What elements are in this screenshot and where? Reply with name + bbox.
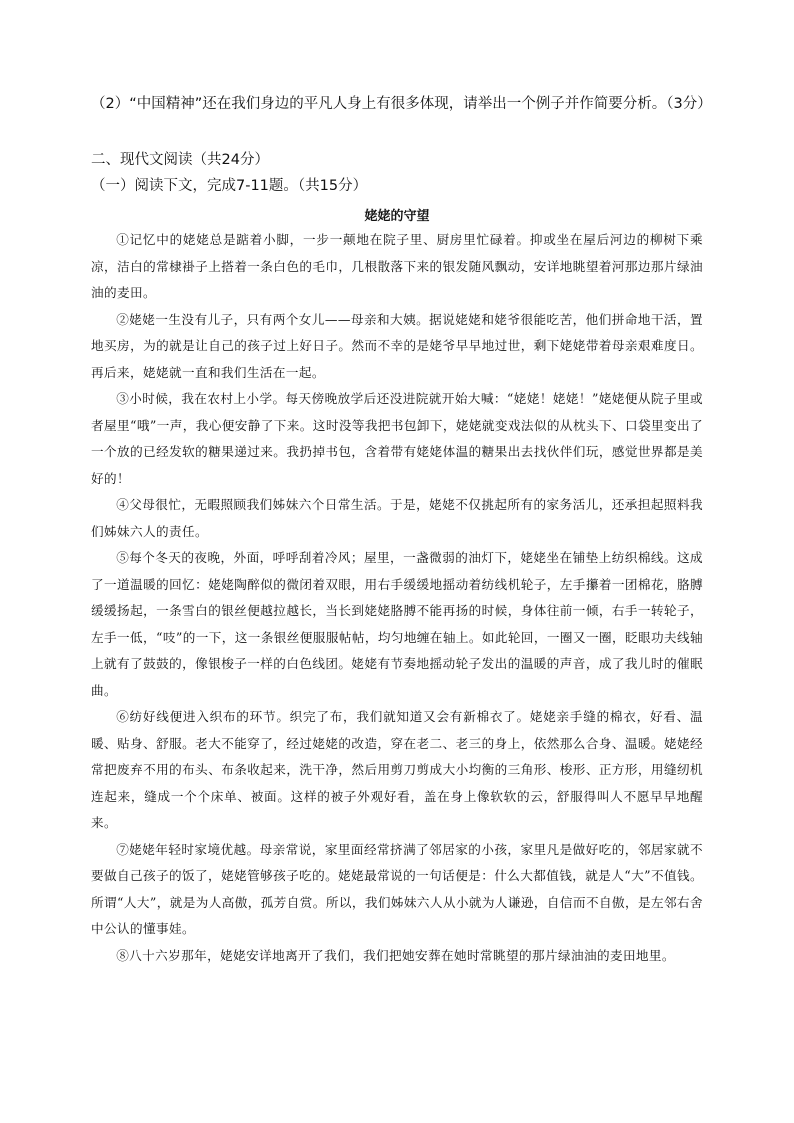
section-heading: 二、现代文阅读（共24分） [91, 152, 269, 168]
paragraph-6: ⑥纺好线便进入织布的环节。织完了布，我们就知道又会有新棉衣了。姥姥亲手缝的棉衣，好看、温暖、贴身、舒服。老大不能穿了，经过姥姥的改造，穿在老二、老三的身上，依然那么合身、温暖。姥姥经常把废弃不用的布头、布条收起来，洗干净，然后用剪刀剪成大小均衡的三角形、梭形、正方形，用缝纫机连起来，缝成一个个床单、被面。这样的被子外观好看，盖在身上像软软的云，舒服得叫人不愿早早地醒来。 [91, 709, 703, 830]
paragraph-5: ⑤每个冬天的夜晚，外面，呼呼刮着冷风；屋里，一盏微弱的油灯下，姥姥坐在铺垫上纺织棉线。这成了一道温暖的回忆：姥姥陶醉似的微闭着双眼，用右手缓缓地摇动着纺线机轮子，左手攥着一团棉花，胳膊缓缓扬起，一条雪白的银丝便越拉越长，当长到姥姥胳膊不能再扬的时候，身体往前一倾，右手一转轮子，左手一低，“吱”的一下，这一条银丝便服服帖帖，均匀地缠在轴上。如此轮回，一圈又一圈，眨眼功夫线轴上就有了鼓鼓的，像银梭子一样的白色线团。姥姥有节奏地摇动轮子发出的温暖的声音，成了我儿时的催眠曲。 [91, 550, 703, 698]
question-2-text: （2）“中国精神”还在我们身边的平凡人身上有很多体现，请举出一个例子并作简要分析。（3分） [91, 96, 712, 112]
paragraph-7: ⑦姥姥年轻时家境优越。母亲常说，家里面经常挤满了邻居家的小孩，家里凡是做好吃的，邻居家就不要做自己孩子的饭了，姥姥管够孩子吃的。姥姥最常说的一句话便是：什么大都值钱，就是人“大”不值钱。所谓“人大”，就是为人高傲，孤芳自赏。所以，我们姊妹六人从小就为人谦逊，自信而不自傲，是左邻右舍中公认的懂事娃。 [91, 841, 703, 936]
paragraph-3: ③小时候，我在农村上小学。每天傍晚放学后还没进院就开始大喊：“姥姥！姥姥！”姥姥便从院子里或者屋里“哦”一声，我心便安静了下来。这时没等我把书包卸下，姥姥就变戏法似的从枕头下、口袋里变出了一个放的已经发软的糖果递过来。我扔掉书包，含着带有姥姥体温的糖果出去找伙伴们玩，感觉世界都是美好的！ [91, 391, 703, 486]
subsection-heading: （一）阅读下文，完成7-11题。（共15分） [91, 178, 368, 194]
paragraph-2: ②姥姥一生没有儿子，只有两个女儿——母亲和大姨。据说姥姥和姥爷很能吃苦，他们拼命地干活，置地买房，为的就是让自己的孩子过上好日子。然而不幸的是姥爷早早地过世，剩下姥姥带着母亲艰难度日。再后来，姥姥就一直和我们生活在一起。 [91, 311, 703, 380]
paragraph-8: ⑧八十六岁那年，姥姥安详地离开了我们，我们把她安葬在她时常眺望的那片绿油油的麦田地里。 [116, 947, 675, 963]
paragraph-1: ①记忆中的姥姥总是踮着小脚，一步一颠地在院子里、厨房里忙碌着。抑或坐在屋后河边的柳树下乘凉，洁白的常棣褂子上搭着一条白色的毛巾，几根散落下来的银发随风飘动，安详地眺望着河那边那片绿油油的麦田。 [91, 232, 703, 300]
article-title: 姥姥的守望 [364, 209, 430, 224]
article-body [91, 227, 703, 969]
paragraph-4: ④父母很忙，无暇照顾我们姊妹六个日常生活。于是，姥姥不仅挑起所有的家务活儿，还承担起照料我们姊妹六人的责任。 [91, 497, 703, 539]
